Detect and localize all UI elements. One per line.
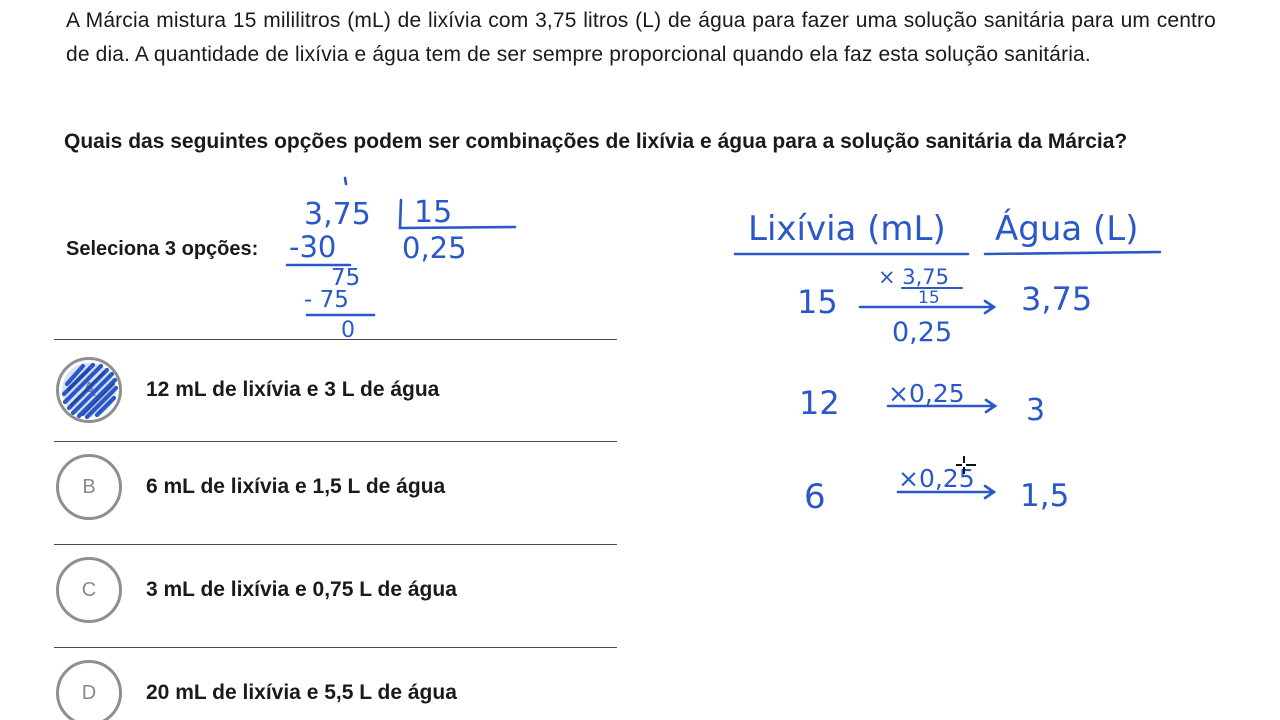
division-dividend: 3,75 [304,197,371,232]
option-a[interactable] [54,345,617,445]
crosshair-cursor-icon [955,455,977,475]
row1-left: 15 [797,283,838,321]
option-letter: A [82,378,96,401]
option-d-radio[interactable] [56,660,122,720]
row3-op: ×0,25 [898,464,975,493]
arrow-icon [860,301,994,313]
option-c-radio[interactable] [56,557,122,623]
row1-op-top: × 3,75 [878,265,950,289]
arrow-icon [888,400,995,412]
division-step1: -30 [289,230,337,264]
question-text: Quais das seguintes opções podem ser combinações de lixívia e água para a solução sanitária da Márcia? [64,130,1128,153]
division-quotient: 0,25 [402,231,467,265]
option-c-label: 3 mL de lixívia e 0,75 L de água [146,578,457,601]
row1-right: 3,75 [1021,280,1093,318]
option-a-label: 12 mL de lixívia e 3 L de água [146,378,440,401]
divider [54,339,617,340]
division-divisor: 15 [414,195,453,230]
ink-mark [345,178,346,184]
option-d[interactable] [54,648,617,720]
row2-op: ×0,25 [888,379,965,408]
option-c[interactable] [54,545,617,645]
option-letter: D [81,681,97,704]
table-header-right: Água (L) [995,209,1139,249]
option-b-label: 6 mL de lixívia e 1,5 L de água [146,475,446,498]
row1-op-den: 15 [918,288,940,308]
option-letter: C [81,578,97,601]
option-b[interactable] [54,442,617,542]
long-division [287,178,515,343]
row2-right: 3 [1026,393,1046,428]
division-step2: - 75 [304,287,349,313]
option-letter: B [82,475,96,498]
division-remainder1: 75 [331,265,361,291]
row2-left: 12 [799,384,840,422]
proportion-table [735,208,1160,517]
division-remainder2: 0 [341,318,355,343]
row3-right: 1,5 [1020,478,1070,514]
table-header-left: Lixívia (mL) [748,209,946,249]
option-a-radio[interactable] [56,357,122,423]
table-header-underline [985,252,1160,254]
option-b-radio[interactable] [56,454,122,520]
row1-op-below: 0,25 [892,317,953,348]
division-bracket [400,200,515,228]
instruction-text: Seleciona 3 opções: [66,238,259,260]
problem-statement: A Márcia mistura 15 mililitros (mL) de lixívia com 3,75 litros (L) de água para fazer uma solução sanitária para um centro de dia. A quantidade de lixívia e água tem de ser sempre proporcional quando ela faz esta solução sanitária. [66,9,1216,66]
arrow-icon [898,486,994,498]
row3-left: 6 [804,477,826,517]
option-d-label: 20 mL de lixívia e 5,5 L de água [146,681,457,704]
